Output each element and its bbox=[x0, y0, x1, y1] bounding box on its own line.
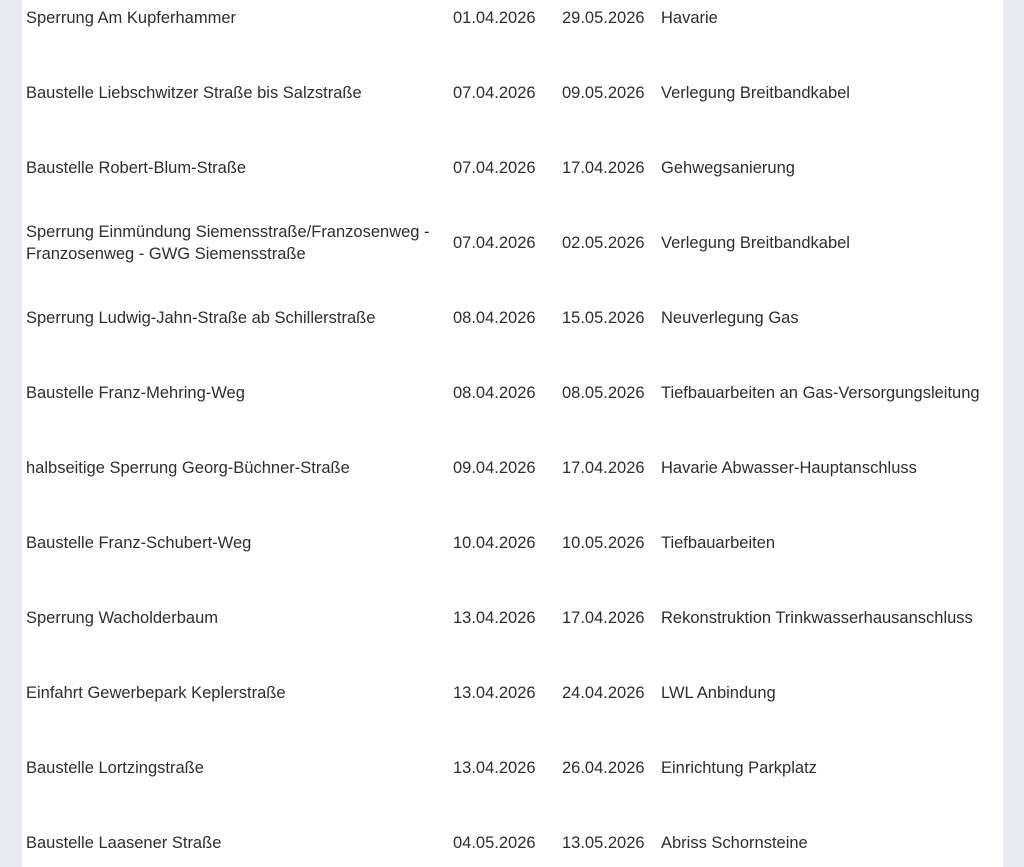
table-row bbox=[22, 205, 1003, 280]
closure-start-date: 04.05.2026 bbox=[453, 833, 536, 852]
table-row bbox=[22, 430, 1003, 505]
road-closures-table bbox=[22, 0, 1003, 867]
closure-start-date: 13.04.2026 bbox=[453, 608, 536, 627]
closure-name: Sperrung Wacholderbaum bbox=[26, 608, 218, 627]
table-row bbox=[22, 355, 1003, 430]
closure-start-date: 08.04.2026 bbox=[453, 308, 536, 327]
closure-start-date: 07.04.2026 bbox=[453, 233, 536, 252]
closure-name: Sperrung Ludwig-Jahn-Straße ab Schillerstraße bbox=[26, 308, 376, 327]
table-row bbox=[22, 280, 1003, 355]
closure-reason: Havarie bbox=[661, 8, 718, 27]
closure-start-date: 09.04.2026 bbox=[453, 458, 536, 477]
closure-reason: LWL Anbindung bbox=[661, 683, 776, 702]
table-row bbox=[22, 55, 1003, 130]
closure-start-date: 10.04.2026 bbox=[453, 533, 536, 552]
table-row bbox=[22, 505, 1003, 580]
closure-reason: Abriss Schornsteine bbox=[661, 833, 808, 852]
content-panel bbox=[22, 0, 1003, 867]
closure-reason: Einrichtung Parkplatz bbox=[661, 758, 817, 777]
closure-name: Sperrung Am Kupferhammer bbox=[26, 8, 237, 27]
closure-end-date: 26.04.2026 bbox=[562, 758, 645, 777]
closure-reason: Verlegung Breitbandkabel bbox=[661, 233, 850, 252]
closure-reason: Rekonstruktion Trinkwasserhausanschluss bbox=[661, 608, 973, 627]
closure-end-date: 17.04.2026 bbox=[562, 158, 645, 177]
closure-name: Baustelle Franz-Mehring-Weg bbox=[26, 383, 245, 402]
closure-reason: Tiefbauarbeiten an Gas-Versorgungsleitung bbox=[661, 383, 980, 402]
closure-end-date: 08.05.2026 bbox=[562, 383, 645, 402]
closure-start-date: 07.04.2026 bbox=[453, 158, 536, 177]
closure-start-date: 08.04.2026 bbox=[453, 383, 536, 402]
closure-name: Baustelle Franz-Schubert-Weg bbox=[26, 533, 252, 552]
closure-name: halbseitige Sperrung Georg-Büchner-Straße bbox=[26, 458, 350, 477]
closure-end-date: 17.04.2026 bbox=[562, 458, 645, 477]
closure-end-date: 15.05.2026 bbox=[562, 308, 645, 327]
closure-name: Baustelle Robert-Blum-Straße bbox=[26, 158, 247, 177]
closure-name: Baustelle Lortzingstraße bbox=[26, 758, 204, 777]
closure-start-date: 01.04.2026 bbox=[453, 8, 536, 27]
closure-reason: Gehwegsanierung bbox=[661, 158, 795, 177]
closure-start-date: 07.04.2026 bbox=[453, 83, 536, 102]
closure-reason: Verlegung Breitbandkabel bbox=[661, 83, 850, 102]
closure-reason: Havarie Abwasser-Hauptanschluss bbox=[661, 458, 917, 477]
closure-end-date: 17.04.2026 bbox=[562, 608, 645, 627]
closure-end-date: 13.05.2026 bbox=[562, 833, 645, 852]
closure-name: Baustelle Liebschwitzer Straße bis Salzstraße bbox=[26, 83, 362, 102]
table-row bbox=[22, 0, 1003, 55]
closure-end-date: 24.04.2026 bbox=[562, 683, 645, 702]
table-row bbox=[22, 655, 1003, 730]
closure-name: Einfahrt Gewerbepark Keplerstraße bbox=[26, 683, 286, 702]
closure-end-date: 09.05.2026 bbox=[562, 83, 645, 102]
closure-end-date: 10.05.2026 bbox=[562, 533, 645, 552]
table-row bbox=[22, 580, 1003, 655]
closure-end-date: 02.05.2026 bbox=[562, 233, 645, 252]
table-row bbox=[22, 130, 1003, 205]
closure-reason: Neuverlegung Gas bbox=[661, 308, 799, 327]
closure-end-date: 29.05.2026 bbox=[562, 8, 645, 27]
closure-start-date: 13.04.2026 bbox=[453, 683, 536, 702]
table-row bbox=[22, 730, 1003, 805]
closure-name: Baustelle Laasener Straße bbox=[26, 833, 222, 852]
closure-start-date: 13.04.2026 bbox=[453, 758, 536, 777]
closure-name: Sperrung Einmündung Siemensstraße/Franzosenweg - Franzosenweg - GWG Siemensstraße bbox=[26, 222, 430, 263]
table-row bbox=[22, 805, 1003, 867]
closure-reason: Tiefbauarbeiten bbox=[661, 533, 776, 552]
